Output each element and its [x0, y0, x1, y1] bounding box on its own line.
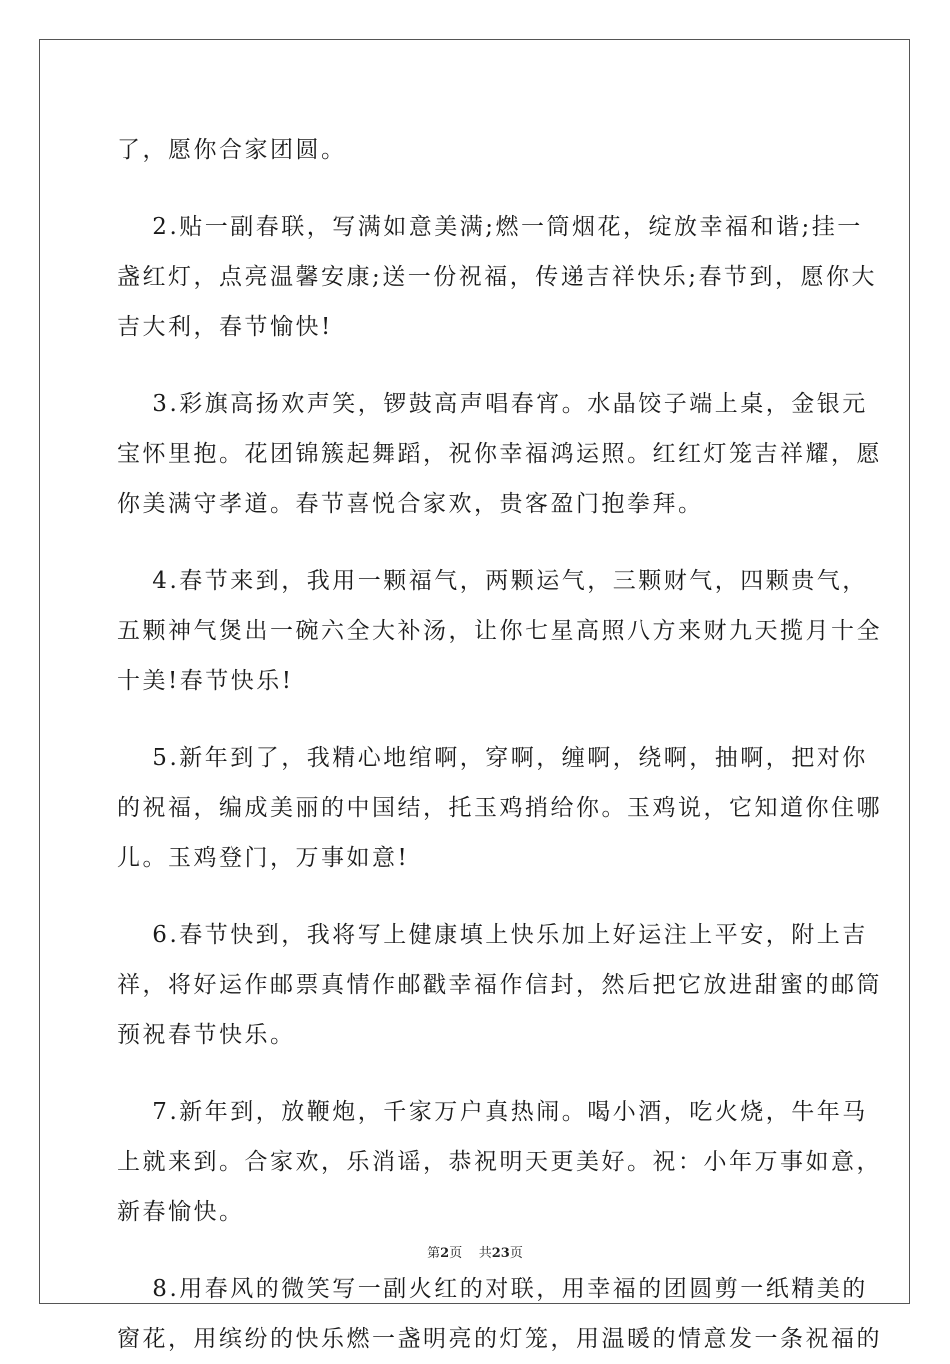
- text-line: 4.春节来到，我用一颗福气，两颗运气，三颗财气，四颗贵气，: [117, 568, 868, 594]
- page-footer: [0, 1246, 950, 1262]
- paragraph: [117, 202, 877, 352]
- text-line: 5.新年到了，我精心地绾啊，穿啊，缠啊，绕啊，抽啊，把对你: [117, 745, 868, 771]
- text-line: 五颗神气煲出一碗六全大补汤，让你七星高照八方来财九天揽月十全: [117, 618, 882, 644]
- text-line: 8.用春风的微笑写一副火红的对联，用幸福的团圆剪一纸精美的: [117, 1276, 868, 1302]
- text-line: 吉大利，春节愉快!: [117, 314, 333, 340]
- paragraph: [117, 379, 882, 529]
- text-line: 你美满守孝道。春节喜悦合家欢，贵客盈门抱拳拜。: [117, 491, 704, 517]
- text-line: 6.春节快到，我将写上健康填上快乐加上好运注上平安，附上吉: [117, 922, 868, 948]
- footer-page-suffix: 页 共: [449, 1246, 492, 1261]
- document-body: [117, 125, 882, 1364]
- footer-prefix: 第: [427, 1246, 441, 1261]
- footer-total-suffix: 页: [509, 1246, 523, 1261]
- text-line: 了，愿你合家团圆。: [117, 137, 347, 163]
- text-line: 十美!春节快乐!: [117, 668, 294, 694]
- text-line: 3.彩旗高扬欢声笑，锣鼓高声唱春宵。水晶饺子端上桌，金银元: [117, 391, 868, 417]
- text-line: 窗花，用缤纷的快乐燃一盏明亮的灯笼，用温暖的情意发一条祝福的: [117, 1326, 882, 1352]
- paragraph: [117, 556, 882, 706]
- text-line: 祥，将好运作邮票真情作邮戳幸福作信封，然后把它放进甜蜜的邮筒: [117, 972, 882, 998]
- total-pages-number: 23: [491, 1246, 510, 1261]
- paragraph: [117, 1087, 882, 1237]
- text-line: 宝怀里抱。花团锦簇起舞蹈，祝你幸福鸿运照。红红灯笼吉祥耀，愿: [117, 441, 882, 467]
- text-line: 盏红灯，点亮温馨安康;送一份祝福，传递吉祥快乐;春节到，愿你大: [117, 264, 877, 290]
- current-page-number: 2: [440, 1246, 450, 1261]
- paragraph: [117, 733, 882, 883]
- paragraph: [117, 910, 882, 1060]
- text-line: 7.新年到，放鞭炮，千家万户真热闹。喝小酒，吃火烧，牛年马: [117, 1099, 868, 1125]
- paragraph: [117, 1264, 882, 1364]
- text-line: 上就来到。合家欢，乐消谣，恭祝明天更美好。祝：小年万事如意，: [117, 1149, 882, 1175]
- text-line: 预祝春节快乐。: [117, 1022, 296, 1048]
- text-line: 的祝福，编成美丽的中国结，托玉鸡捎给你。玉鸡说，它知道你住哪: [117, 795, 882, 821]
- text-line: 儿。玉鸡登门，万事如意!: [117, 845, 410, 871]
- text-line: 2.贴一副春联，写满如意美满;燃一筒烟花，绽放幸福和谐;挂一: [117, 214, 863, 240]
- paragraph: [117, 125, 833, 175]
- text-line: 新春愉快。: [117, 1199, 245, 1225]
